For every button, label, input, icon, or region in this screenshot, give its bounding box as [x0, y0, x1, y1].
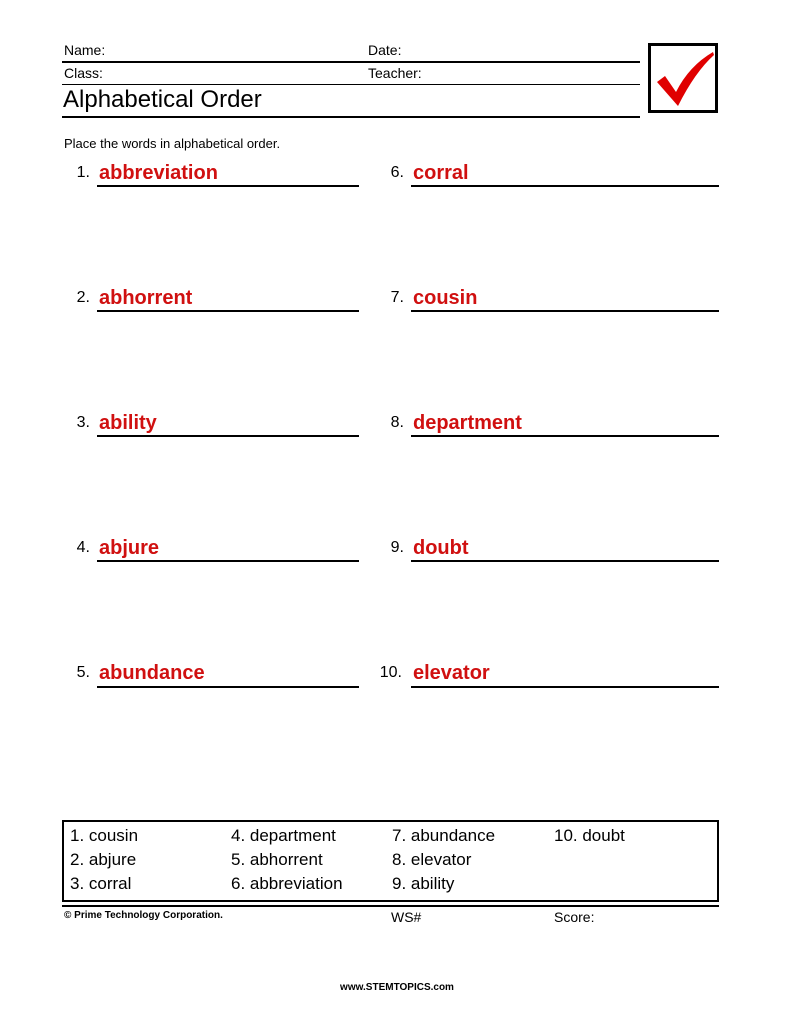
instructions: Place the words in alphabetical order.	[64, 136, 281, 151]
answer-word: abbreviation	[99, 162, 218, 184]
word-bank-item: 10. doubt	[554, 826, 625, 845]
answer-number: 10.	[379, 664, 402, 681]
word-bank-item: 4. department	[231, 826, 336, 845]
date-label: Date:	[368, 42, 402, 58]
ws-label: WS#	[391, 909, 422, 925]
answer-number: 4.	[76, 539, 90, 556]
name-label: Name:	[64, 42, 106, 58]
answer-number: 1.	[76, 164, 90, 181]
answer-number: 7.	[390, 289, 404, 306]
answer-word: cousin	[413, 287, 478, 309]
word-bank-item: 9. ability	[392, 874, 455, 893]
answer-number: 5.	[76, 664, 90, 681]
answer-number: 2.	[76, 289, 90, 306]
answer-line[interactable]	[97, 185, 359, 187]
answer-line[interactable]	[97, 310, 359, 312]
answer-line[interactable]	[411, 435, 719, 437]
word-bank-item: 8. elevator	[392, 850, 472, 869]
answer-line[interactable]	[411, 185, 719, 187]
website-url[interactable]: www.STEMTOPICS.com	[340, 982, 454, 993]
answer-word: department	[413, 412, 522, 434]
word-bank-item: 5. abhorrent	[231, 850, 323, 869]
score-label: Score:	[554, 909, 595, 925]
answer-line[interactable]	[97, 560, 359, 562]
answer-word: doubt	[413, 537, 469, 559]
answer-word: corral	[413, 162, 469, 184]
header-rule-2	[62, 84, 640, 85]
word-bank-item: 1. cousin	[70, 826, 139, 845]
answer-word: abjure	[99, 537, 160, 559]
word-bank-item: 6. abbreviation	[231, 874, 343, 893]
answer-number: 9.	[390, 539, 404, 556]
answer-line[interactable]	[97, 435, 359, 437]
answer-number: 6.	[390, 164, 404, 181]
answer-number: 8.	[390, 414, 404, 431]
copyright: © Prime Technology Corporation.	[64, 910, 223, 921]
footer-rule	[62, 905, 719, 907]
answer-line[interactable]	[411, 560, 719, 562]
answer-line[interactable]	[97, 686, 359, 688]
word-bank-item: 3. corral	[70, 874, 132, 893]
answer-word: abundance	[99, 662, 205, 684]
teacher-label: Teacher:	[368, 65, 422, 81]
checkmark-logo	[648, 43, 718, 113]
checkmark-icon	[651, 46, 715, 110]
word-bank-item: 2. abjure	[70, 850, 137, 869]
header-rule-3	[62, 116, 640, 118]
answer-number: 3.	[76, 414, 90, 431]
header-rule-1	[62, 61, 640, 63]
word-bank-item: 7. abundance	[392, 826, 496, 845]
page-title: Alphabetical Order	[63, 86, 262, 113]
class-label: Class:	[64, 65, 103, 81]
answer-word: elevator	[413, 662, 490, 684]
word-bank	[62, 820, 719, 902]
answer-word: ability	[99, 412, 157, 434]
answer-word: abhorrent	[99, 287, 193, 309]
answer-line[interactable]	[411, 686, 719, 688]
answer-line[interactable]	[411, 310, 719, 312]
